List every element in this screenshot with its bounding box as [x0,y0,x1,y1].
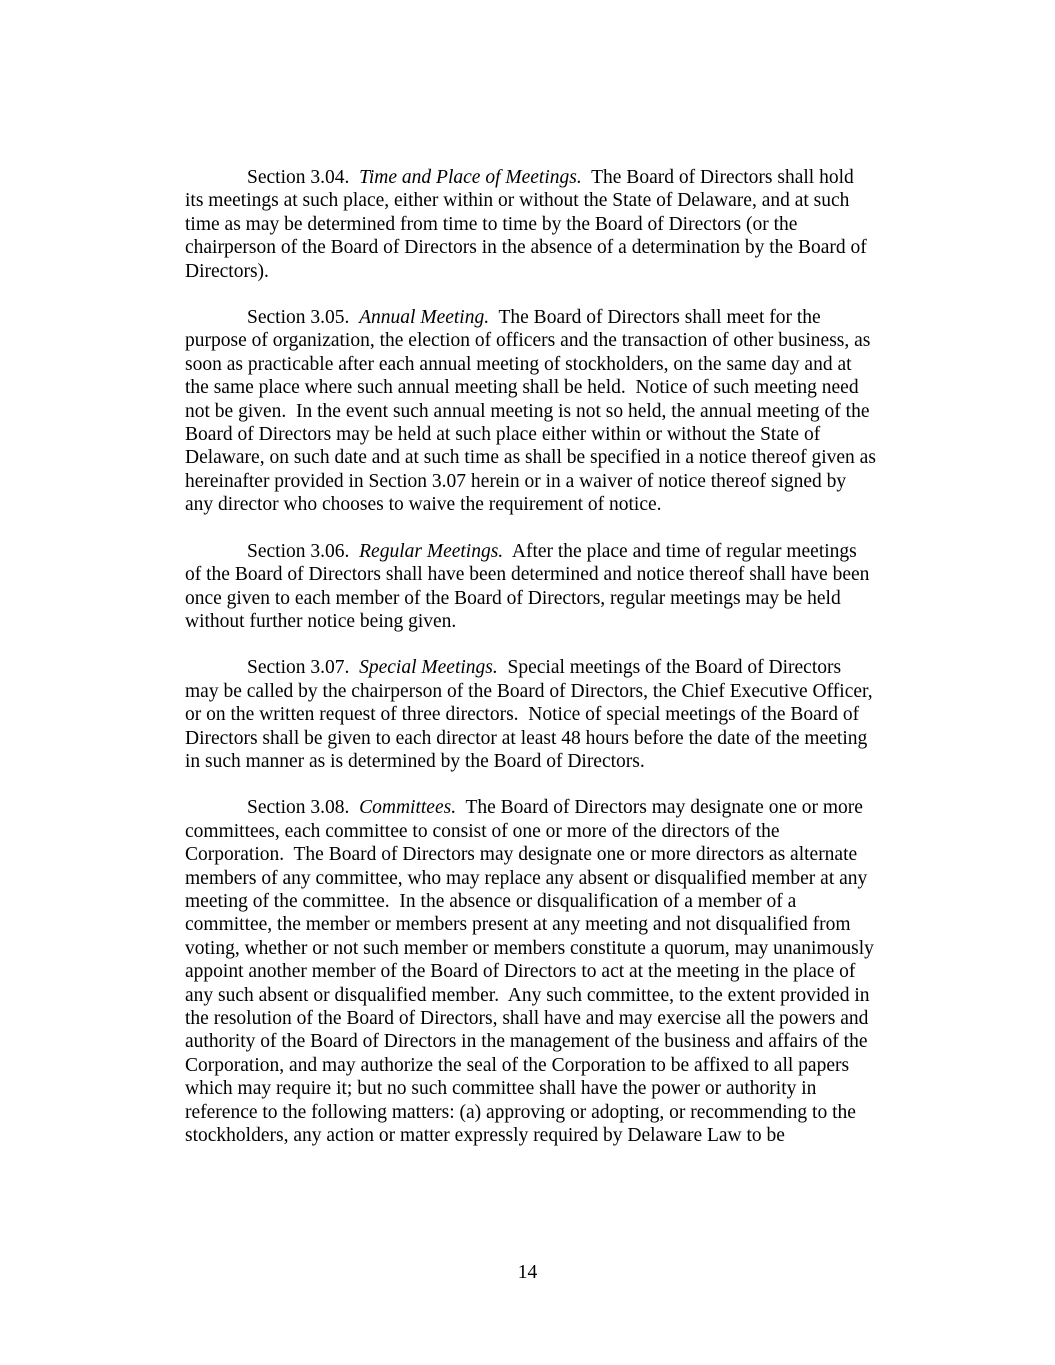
section-title: Time and Place of Meetings. [359,167,582,188]
paragraph-body: The Board of Directors shall hold its meetings at such place, either within or without the State of Delaware, and at such time as may be determined from time to time by the Board of Directors (or the chairperson of the Board of Directors in the absence of a determination by the Board of Directors). [185,167,867,282]
section-label: Section 3.05. [247,307,360,329]
section-title: Committees. [359,797,457,819]
section-label: Section 3.04. [247,167,360,188]
section-paragraph-3-05 [185,306,877,517]
section-paragraph-3-08 [185,796,877,1147]
section-paragraph-3-07 [185,656,877,773]
paragraph-body: The Board of Directors shall meet for the purpose of organization, the election of officers and the transaction of other business, as soon as practicable after each annual meeting of stockholders, on the same day and at the same place where such annual meeting shall be held. Notice of such meeting need not be given. In the event such annual meeting is not so held, the annual meeting of the Board of Directors may be held at such place either within or without the State of Delaware, on such date and at such time as shall be specified in a notice thereof given as hereinafter provided in Section 3.07 herein or in a waiver of notice thereof signed by any director who chooses to waive the requirement of notice. [185,307,876,516]
page-number: 14 [517,1262,538,1283]
paragraph-body: After the place and time of regular meetings of the Board of Directors shall have been determined and notice thereof shall have been once given to each member of the Board of Directors, regular meetings may be held without further notice being given. [185,540,870,632]
section-title: Regular Meetings. [359,540,504,562]
paragraph-body: Special meetings of the Board of Directors may be called by the chairperson of the Board of Directors, the Chief Executive Officer, or on the written request of three directors. Notice of special meetings of the Board of Directors shall be given to each director at least 48 hours before the date of the meeting in such manner as is determined by the Board of Directors. [185,657,873,772]
document-body [185,166,877,1170]
section-label: Section 3.06. [247,540,360,562]
section-title: Annual Meeting. [359,307,490,329]
section-label: Section 3.07. [247,657,360,679]
section-title: Special Meetings. [359,657,498,679]
section-label: Section 3.08. [247,797,360,819]
paragraph-body: The Board of Directors may designate one or more committees, each committee to consist of one or more of the directors of the Corporation. The Board of Directors may designate one or more directors as alternate members of any committee, who may replace any absent or disqualified member at any meeting of the committee. In the absence or disqualification of a member of a committee, the member or members present at any meeting and not disqualified from voting, whether or not such member or members constitute a quorum, may unanimously appoint another member of the Board of Directors to act at the meeting in the place of any such absent or disqualified member. Any such committee, to the extent provided in the resolution of the Board of Directors, shall have and may exercise all the powers and authority of the Board of Directors in the management of the business and affairs of the Corporation, and may authorize the seal of the Corporation to be affixed to all papers which may require it; but no such committee shall have the power or authority in reference to the following matters: (a) approving or adopting, or recommending to the stockholders, any action or matter expressly required by Delaware Law to be [185,797,874,1147]
section-paragraph-3-06 [185,540,877,634]
section-paragraph-3-04 [185,166,877,283]
